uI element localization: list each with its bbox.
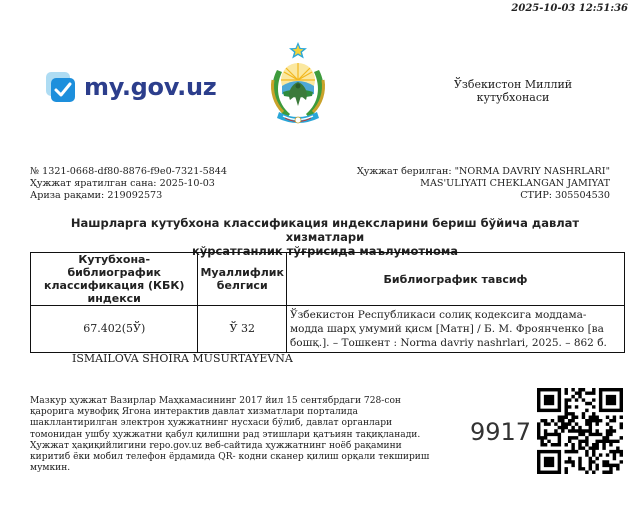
checkmark-square-icon [46,72,76,102]
mygov-logo [46,72,216,102]
table-row [31,306,625,353]
document-title-line-2: кўрсатганлик тўғрисида маълумотнома [191,244,459,258]
bibliographic-description-cell: Ўзбекистон Республикаси солиқ кодексига моддама- модда шарҳ умумий қисм [Матн] / Б. М. Фроянченко [ва бошқ.]. – Тошкент : Norma davriy nashrlari, 2025. – 862 б. [286,306,624,353]
qr-code-icon [537,388,623,474]
responsible-person-name: ISMAILOVA SHOIRA MUSURTAYEVNA [72,352,293,365]
creation-date: Ҳужжат яратилган сана: 2025-10-03 [30,178,215,189]
library-line-2: кутубхонаси [476,91,550,104]
logo-text: my.gov.uz [84,73,217,101]
issued-to-line-2: MAS'ULIYATI CHEKLANGAN JAMIYAT [420,178,610,189]
document-meta-left [30,166,227,202]
author-sign-cell: Ў 32 [198,306,287,353]
classification-table [30,252,625,353]
application-number: Ариза рақами: 219092573 [30,190,163,201]
document-meta-right [357,166,610,202]
issued-to-line-1: Ҳужжат берилган: "NORMA DAVRIY NASHRLARI" [356,166,610,177]
legal-notice: Мазкур ҳужжат Вазирлар Маҳкамасининг 2017 йил 15 сентябрдаги 728-сон қарорига мувофиқ Ягона интерактив давлат хизматлари порталида шакллантирилган электрон ҳужжатнинг нусхаси бўлиб, давлат органлари томонидан ушбу ҳужжатни қабул қилишни рад этишлари қатъиян тақиқланади. Ҳужжат ҳақиқийлигини repo.gov.uz веб-сайтида ҳужжатнинг ноёб рақамини киритиб ёки мобил телефон ёрдамида QR- кодни сканер қилиш орқали текшириш мумкин. [30,396,430,474]
document-timestamp: 2025-10-03 12:51:36 [511,3,628,14]
table-header-row [31,253,625,306]
document-number: № 1321-0668-df80-8876-f9e0-7321-5844 [30,166,227,177]
qr-verification-number: 9917 [470,418,532,446]
header-bibliographic-description: Библиографик тавсиф [286,253,624,306]
header-author-sign: Муаллифлик белгиси [198,253,287,306]
tin-number: СТИР: 305504530 [520,190,610,201]
national-library-name [448,78,578,104]
header-kbk-index: Кутубхона-библиографик классификация (КБК) индекси [31,253,198,306]
kbk-index-cell: 67.402(5Ў) [31,306,198,353]
library-line-1: Ўзбекистон Миллий [453,78,573,91]
document-title-line-1: Нашрларга кутубхона классификация индексларини бериш бўйича давлат хизматлари [70,216,580,244]
uzbekistan-state-emblem-icon [265,40,331,128]
